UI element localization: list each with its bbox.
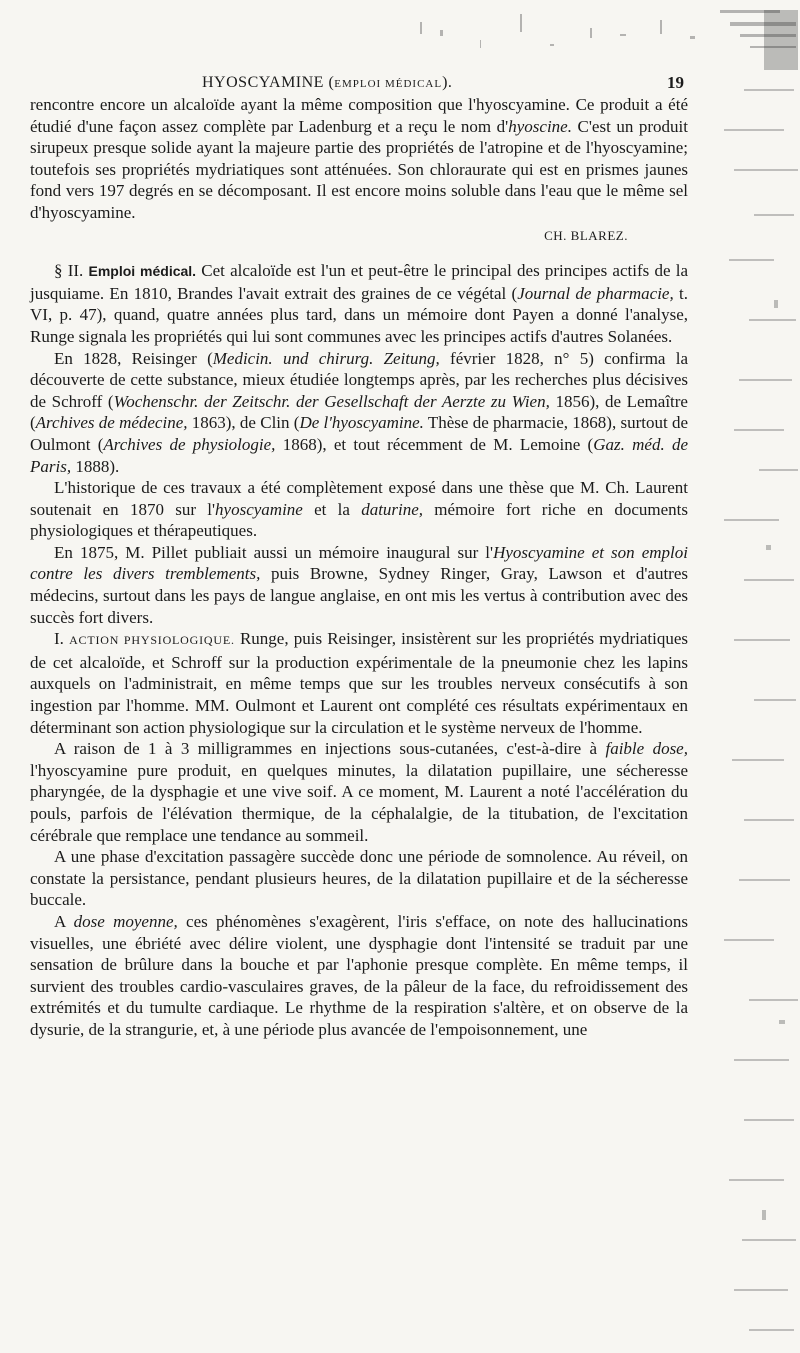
running-head: [30, 64, 688, 94]
paragraph-laurent: L'historique de ces travaux a été complètement exposé dans une thèse que M. Ch. Laurent soutenait en 1870 sur l'hyoscyamine et la daturine, mémoire fort riche en documents physiologiques et thérapeutiques.: [30, 478, 689, 541]
paragraph-historique-1828: En 1828, Reisinger (Medicin. und chirurg. Zeitung, février 1828, n° 5) confirma la découverte de cette substance, mieux étudiée longtemps après, par les recherches plus décisives de Schroff (Wochenschr. der Zeitschr. der Gesellschaft der Aerzte zu Wien, 1856), de Lemaître (Archives de médecine, 1863), de Clin (De l'hyoscyamine. Thèse de pharmacie, 1868), surtout de Oulmont (Archives de physiologie, 1868), et tout récemment de M. Lemoine (Gaz. méd. de Paris, 1888).: [30, 348, 689, 476]
paragraph-action-physiologique: I. ACTION PHYSIOLOGIQUE. Runge, puis Reisinger, insistèrent sur les propriétés mydriatiques de cet alcaloïde, et Schroff sur la production expérimentale de la pneumonie chez les lapins auxquels on l'administrait, en même temps que sur les troubles nerveux consécutifs à son ingestion par l'homme. MM. Oulmont et Laurent ont complété ces résultats expérimentaux en déterminant son action physiologique sur la circulation et le système nerveux de l'homme.: [30, 629, 688, 737]
running-title: HYOSCYAMINE (EMPLOI MÉDICAL).: [202, 74, 453, 91]
subsection-heading: ACTION PHYSIOLOGIQUE.: [69, 633, 235, 648]
page-number: 19: [667, 73, 684, 92]
paragraph-somnolence: A une phase d'excitation passagère succède donc une période de somnolence. Au réveil, on constate la persistance, pendant plusieurs heures, de la dilatation pupillaire et de la sécheresse buccale.: [30, 847, 688, 910]
paragraph-emploi-medical: § II. Emploi médical. Cet alcaloïde est l'un et peut-être le principal des principes actifs de la jusquiame. En 1810, Brandes l'avait extrait des graines de ce végétal (Journal de pharmacie, t. VI, p. 47), quand, quatre années plus tard, dans un mémoire dont Payen a donné l'analyse, Runge signala les propriétés qui lui sont communes avec les principes actifs d'autres Solanées.: [30, 261, 688, 346]
page-content: [30, 64, 688, 1041]
author-signature: CH. BLAREZ.: [544, 227, 628, 243]
paragraph-faible-dose: A raison de 1 à 3 milligrammes en injections sous-cutanées, c'est-à-dire à faible dose, l'hyoscyamine pure produit, en quelques minutes, la dilatation pupillaire, une sécheresse pharyngée, de la dysphagie et une vive soif. A ce moment, M. Laurent a noté l'accélération du pouls, parfois de l'élévation thermique, de la céphalalgie, de la titubation, de l'excitation cérébrale que remplace une tendance au sommeil.: [30, 739, 688, 845]
scan-noise-margin: [704, 0, 800, 1353]
paragraph-hyoscine: rencontre encore un alcaloïde ayant la même composition que l'hyoscyamine. Ce produit a été étudié d'une façon assez complète par Ladenburg et a reçu le nom d'hyoscine. C'est un produit sirupeux presque solide ayant la majeure partie des propriétés de l'atropine et de l'hyoscyamine; toutefois ses propriétés mydriatiques sont atténuées. Son chloraurate qui est en prismes jaunes fond vers 197 degrés en se décomposant. Il est encore moins soluble dans l'eau que le même sel d'hyoscyamine.: [30, 95, 688, 222]
section-heading: Emploi médical.: [88, 263, 197, 280]
paragraph-pillet: En 1875, M. Pillet publiait aussi un mémoire inaugural sur l'Hyoscyamine et son emploi contre les divers tremblements, puis Browne, Sydney Ringer, Gray, Lawson et d'autres médecins, surtout dans les pays de langue anglaise, en ont mis les vertus à contribution avec des succès fort divers.: [30, 542, 688, 627]
paragraph-dose-moyenne: A dose moyenne, ces phénomènes s'exagèrent, l'iris s'efface, on note des hallucinations visuelles, une ébriété avec délire violent, une dysphagie dont l'intensité se traduit par une sensation de brûlure dans la bouche et par l'aphonie presque complète. En même temps, il survient des troubles cardio-vasculaires graves, de la pâleur de la face, du refroidissement des extrémités et du tumulte cardiaque. Le rhythme de la respiration s'altère, et on observe de la dysurie, de la strangurie, et, à une période plus avancée de l'empoisonnement, une: [30, 911, 689, 1039]
